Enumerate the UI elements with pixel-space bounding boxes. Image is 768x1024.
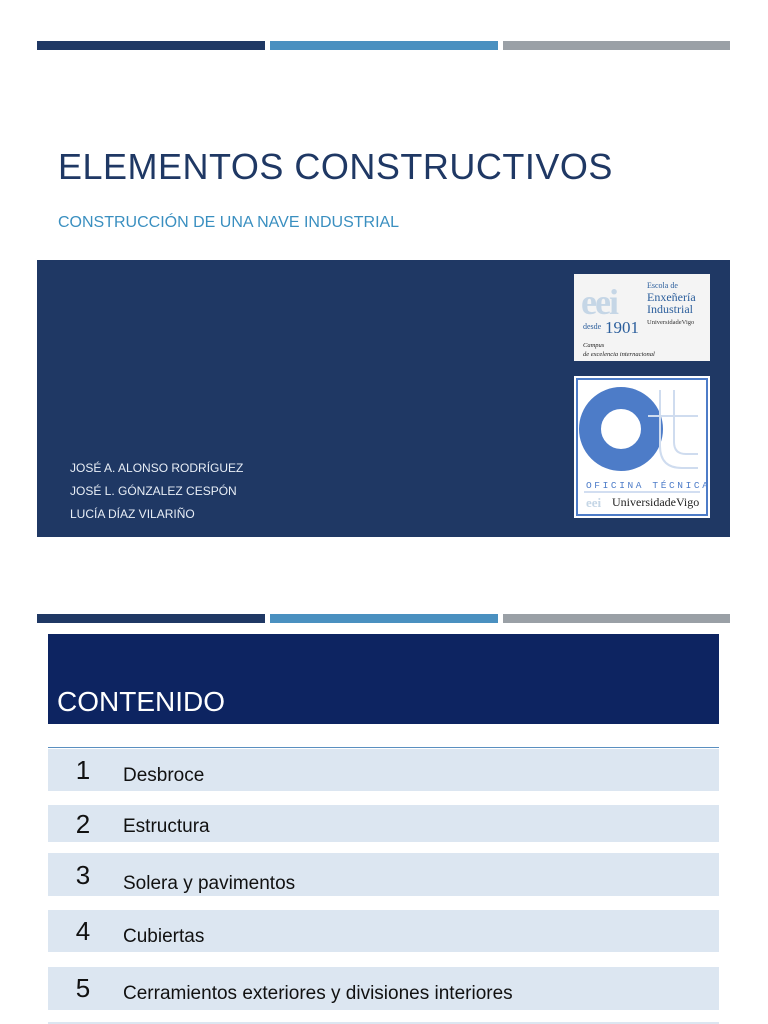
author-list: [70, 457, 243, 526]
toc-row: [48, 910, 719, 952]
toc-label: Cubiertas: [123, 926, 205, 947]
top-bar-grey: [503, 41, 730, 50]
title-banner: [37, 260, 730, 537]
toc-number: 2: [75, 809, 91, 839]
contenido-divider: [48, 747, 719, 748]
contenido-title: CONTENIDO: [57, 686, 225, 717]
svg-text:eei: eei: [581, 282, 617, 322]
toc-label: Estructura: [123, 816, 210, 837]
eei-logo-mark: [574, 274, 710, 361]
svg-text:eei: eei: [586, 495, 602, 510]
toc-number: 3: [75, 860, 91, 890]
slide-subtitle: CONSTRUCCIÓN DE UNA NAVE INDUSTRIAL: [58, 214, 400, 231]
toc-number: 1: [75, 755, 91, 785]
top-bar-dark: [37, 41, 265, 50]
eei-logo: [574, 274, 710, 361]
slide-title: ELEMENTOS CONSTRUCTIVOS: [58, 146, 613, 187]
author-2: JOSÉ L. GÓNZALEZ CESPÓN: [70, 484, 237, 498]
contenido-header: [48, 634, 719, 724]
toc-number: 4: [75, 916, 91, 946]
toc-label: Cerramientos exteriores y divisiones interiores: [123, 983, 513, 1004]
eei-desde: desde: [583, 322, 602, 331]
toc-row: [48, 853, 719, 896]
oficina-tecnica-logo: [574, 376, 710, 518]
author-1: JOSÉ A. ALONSO RODRÍGUEZ: [70, 461, 244, 475]
eei-universidade: UniversidadeVigo: [647, 319, 695, 326]
toc-row: [48, 749, 719, 791]
eei-excelencia: de excelencia internacional: [583, 351, 655, 358]
eei-escola: Escola de: [647, 281, 678, 290]
toc-number: 5: [75, 973, 91, 1003]
slide2-bar-blue: [270, 614, 498, 623]
ot-universidade: UniversidadeVigo: [612, 495, 700, 509]
toc-row: [48, 805, 719, 842]
top-bar-blue: [270, 41, 498, 50]
oficina-tecnica-logo-mark: [574, 376, 710, 518]
eei-campus: Campus: [583, 342, 605, 349]
ot-oficina: OFICINA TÉCNICA: [586, 480, 710, 491]
slide2-bar-dark: [37, 614, 265, 623]
slide2-bar-grey: [503, 614, 730, 623]
toc-label: Desbroce: [123, 765, 205, 786]
eei-year: 1901: [605, 318, 639, 337]
eei-industrial: Industrial: [647, 302, 693, 316]
toc-row: [48, 967, 719, 1010]
author-3: LUCÍA DÍAZ VILARIÑO: [70, 507, 195, 521]
toc-label: Solera y pavimentos: [123, 873, 296, 894]
eei-enxenaria: Enxeñería: [647, 290, 696, 304]
